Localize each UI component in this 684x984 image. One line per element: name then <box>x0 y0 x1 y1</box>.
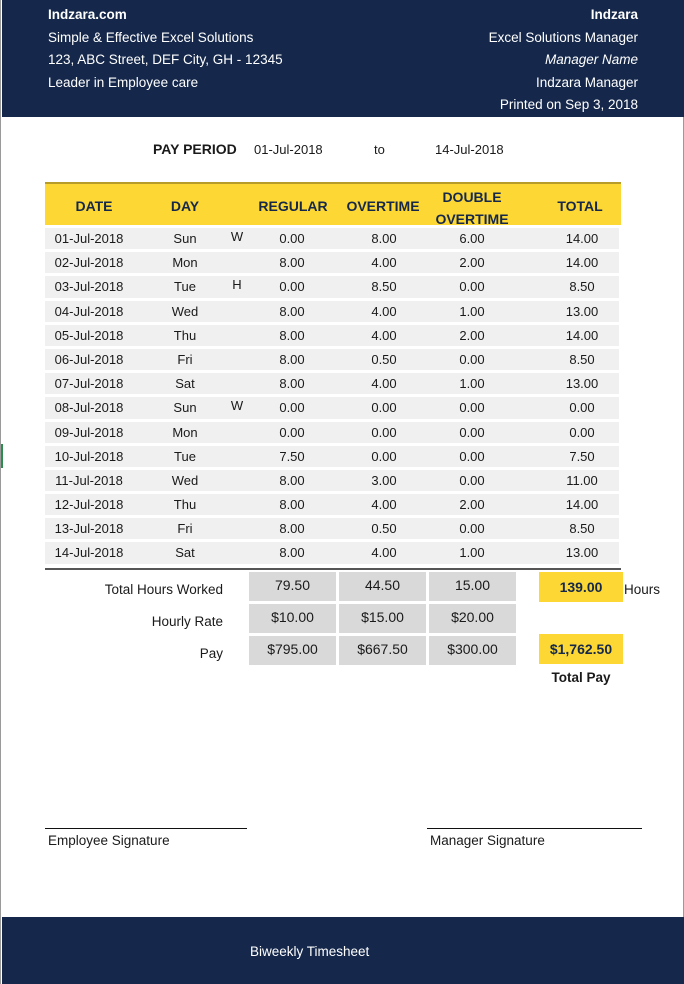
employee-name: Indzara <box>590 7 638 22</box>
cell-total: 8.50 <box>569 521 595 537</box>
cell-day: Mon <box>172 424 198 440</box>
rate-double: $20.00 <box>429 604 516 633</box>
table-row <box>45 446 619 467</box>
cell-double-overtime: 0.00 <box>459 448 485 464</box>
hours-unit-label: Hours <box>624 582 661 597</box>
table-bottom-rule <box>45 568 621 570</box>
cell-regular: 8.00 <box>279 327 305 343</box>
cell-total: 8.50 <box>569 279 595 295</box>
cell-day-flag: W <box>230 398 244 414</box>
table-row <box>45 301 619 322</box>
cell-total: 0.00 <box>569 424 595 440</box>
total-hours-overtime: 44.50 <box>339 572 426 601</box>
cell-regular: 0.00 <box>279 279 305 295</box>
cell-day: Thu <box>173 327 197 343</box>
cell-double-overtime: 0.00 <box>459 472 485 488</box>
hourly-rate-label: Hourly Rate <box>151 614 223 629</box>
rate-regular: $10.00 <box>249 604 336 633</box>
column-header-date: DATE <box>75 198 113 214</box>
manager-name: Indzara Manager <box>535 74 638 90</box>
cell-total: 13.00 <box>565 303 599 319</box>
cell-double-overtime: 1.00 <box>459 545 485 561</box>
cell-overtime: 4.00 <box>371 376 397 392</box>
cell-total: 8.50 <box>569 351 595 367</box>
cell-regular: 8.00 <box>279 303 305 319</box>
column-header-total: TOTAL <box>557 198 603 214</box>
cell-double-overtime: 2.00 <box>459 327 485 343</box>
double-line2: OVERTIME <box>435 211 509 227</box>
timesheet-rows <box>45 228 621 567</box>
cell-total: 0.00 <box>569 400 595 416</box>
cell-day: Wed <box>171 472 199 488</box>
cell-overtime: 3.00 <box>371 472 397 488</box>
pay-overtime: $667.50 <box>339 636 426 665</box>
manager-signature-line <box>427 828 642 829</box>
pay-period-label: PAY PERIOD <box>153 141 237 157</box>
cell-date: 14-Jul-2018 <box>54 545 124 561</box>
double-line1: DOUBLE <box>442 189 502 205</box>
cell-day: Sat <box>175 376 195 392</box>
cell-total: 14.00 <box>565 327 599 343</box>
cell-regular: 8.00 <box>279 472 305 488</box>
cell-double-overtime: 1.00 <box>459 376 485 392</box>
manager-label: Manager Name <box>544 52 638 68</box>
cell-double-overtime: 0.00 <box>459 521 485 537</box>
company-address: 123, ABC Street, DEF City, GH - 12345 <box>48 52 283 68</box>
cell-overtime: 0.50 <box>371 351 397 367</box>
employee-info <box>489 4 638 117</box>
cell-regular: 8.00 <box>279 521 305 537</box>
table-row <box>45 422 619 443</box>
company-info <box>48 4 283 94</box>
cell-total: 11.00 <box>566 472 598 488</box>
cell-date: 03-Jul-2018 <box>54 279 124 295</box>
column-header-day: DAY <box>170 198 200 214</box>
cell-overtime: 8.00 <box>371 231 397 246</box>
cell-date: 10-Jul-2018 <box>54 448 124 464</box>
cell-regular: 8.00 <box>279 497 305 513</box>
total-hours-double: 15.00 <box>429 572 516 601</box>
cell-total: 7.50 <box>569 448 595 464</box>
cell-day: Fri <box>177 351 193 367</box>
footer-band <box>2 917 684 984</box>
table-row <box>45 349 619 370</box>
employee-signature-label: Employee Signature <box>48 833 170 848</box>
total-pay-label: Total Pay <box>551 670 611 685</box>
column-header-overtime: OVERTIME <box>346 198 420 214</box>
pay-label: Pay <box>199 646 223 661</box>
cell-overtime: 4.00 <box>371 303 397 319</box>
cell-date: 09-Jul-2018 <box>54 424 124 440</box>
employee-title: Excel Solutions Manager <box>488 29 638 45</box>
cell-total: 14.00 <box>565 497 599 513</box>
table-row <box>45 325 619 346</box>
table-row <box>45 252 619 273</box>
cell-overtime: 4.00 <box>371 545 397 561</box>
company-motto: Leader in Employee care <box>48 74 199 90</box>
cell-regular: 7.50 <box>279 448 305 464</box>
cell-day: Mon <box>172 255 198 271</box>
column-header-regular: REGULAR <box>258 198 328 214</box>
company-tagline: Simple & Effective Excel Solutions <box>48 29 254 45</box>
cell-day: Fri <box>177 521 193 537</box>
cell-overtime: 8.50 <box>371 279 397 295</box>
cell-overtime: 0.00 <box>371 400 397 416</box>
cell-total: 13.00 <box>565 376 599 392</box>
cell-overtime: 4.00 <box>371 255 397 271</box>
table-row <box>45 518 619 539</box>
cell-overtime: 4.00 <box>371 327 397 343</box>
total-pay-value: $1,762.50 <box>539 634 623 664</box>
cell-regular: 8.00 <box>279 255 305 271</box>
cell-day: Sat <box>175 545 195 561</box>
table-row <box>45 397 619 418</box>
cell-date: 05-Jul-2018 <box>54 327 124 343</box>
cell-day: Sun <box>173 231 197 246</box>
employee-signature-line <box>45 828 247 829</box>
cell-day: Tue <box>174 448 196 464</box>
column-header-double-overtime <box>429 186 515 230</box>
header-band <box>2 0 684 117</box>
cell-day: Thu <box>173 497 197 513</box>
cell-date: 04-Jul-2018 <box>54 303 124 319</box>
cell-date: 06-Jul-2018 <box>54 351 124 367</box>
table-row <box>45 494 619 515</box>
cell-date: 11-Jul-2018 <box>55 472 123 488</box>
total-hours-label: Total Hours Worked <box>104 582 223 597</box>
manager-signature-label: Manager Signature <box>430 833 545 848</box>
selection-edge-marker <box>1 444 3 468</box>
footer-title: Biweekly Timesheet <box>250 944 370 959</box>
table-row <box>45 276 619 297</box>
cell-date: 07-Jul-2018 <box>54 376 124 392</box>
cell-regular: 0.00 <box>279 400 305 416</box>
cell-day: Tue <box>174 279 196 295</box>
cell-double-overtime: 1.00 <box>459 303 485 319</box>
cell-day: Wed <box>171 303 199 319</box>
cell-date: 13-Jul-2018 <box>54 521 124 537</box>
table-header <box>45 182 621 225</box>
cell-overtime: 0.00 <box>371 448 397 464</box>
cell-double-overtime: 0.00 <box>459 424 485 440</box>
cell-total: 14.00 <box>565 255 599 271</box>
cell-double-overtime: 2.00 <box>459 255 485 271</box>
cell-overtime: 0.00 <box>371 424 397 440</box>
cell-day: Sun <box>173 400 197 416</box>
cell-date: 12-Jul-2018 <box>54 497 124 513</box>
pay-period-separator: to <box>374 142 385 157</box>
table-row <box>45 373 619 394</box>
cell-double-overtime: 0.00 <box>459 351 485 367</box>
cell-double-overtime: 6.00 <box>459 231 485 246</box>
table-row <box>45 542 619 563</box>
total-hours-regular: 79.50 <box>249 572 336 601</box>
cell-regular: 8.00 <box>279 545 305 561</box>
rate-overtime: $15.00 <box>339 604 426 633</box>
cell-regular: 8.00 <box>279 376 305 392</box>
company-name: Indzara.com <box>48 7 127 22</box>
cell-total: 13.00 <box>565 545 599 561</box>
cell-overtime: 0.50 <box>371 521 397 537</box>
pay-period-start: 01-Jul-2018 <box>254 142 323 157</box>
cell-regular: 0.00 <box>279 424 305 440</box>
cell-overtime: 4.00 <box>371 497 397 513</box>
pay-regular: $795.00 <box>249 636 336 665</box>
cell-day-flag: H <box>232 277 242 293</box>
cell-total: 14.00 <box>565 231 599 246</box>
cell-double-overtime: 0.00 <box>459 279 485 295</box>
pay-double: $300.00 <box>429 636 516 665</box>
table-row <box>45 228 619 249</box>
printed-date: Printed on Sep 3, 2018 <box>499 97 638 113</box>
total-hours-sum: 139.00 <box>539 572 623 602</box>
cell-date: 08-Jul-2018 <box>54 400 124 416</box>
cell-day-flag: W <box>230 229 244 244</box>
cell-double-overtime: 2.00 <box>459 497 485 513</box>
table-row <box>45 470 619 491</box>
cell-double-overtime: 0.00 <box>459 400 485 416</box>
cell-date: 02-Jul-2018 <box>54 255 124 271</box>
cell-regular: 8.00 <box>279 351 305 367</box>
pay-period-end: 14-Jul-2018 <box>435 142 504 157</box>
cell-date: 01-Jul-2018 <box>54 231 124 246</box>
cell-regular: 0.00 <box>279 231 305 246</box>
